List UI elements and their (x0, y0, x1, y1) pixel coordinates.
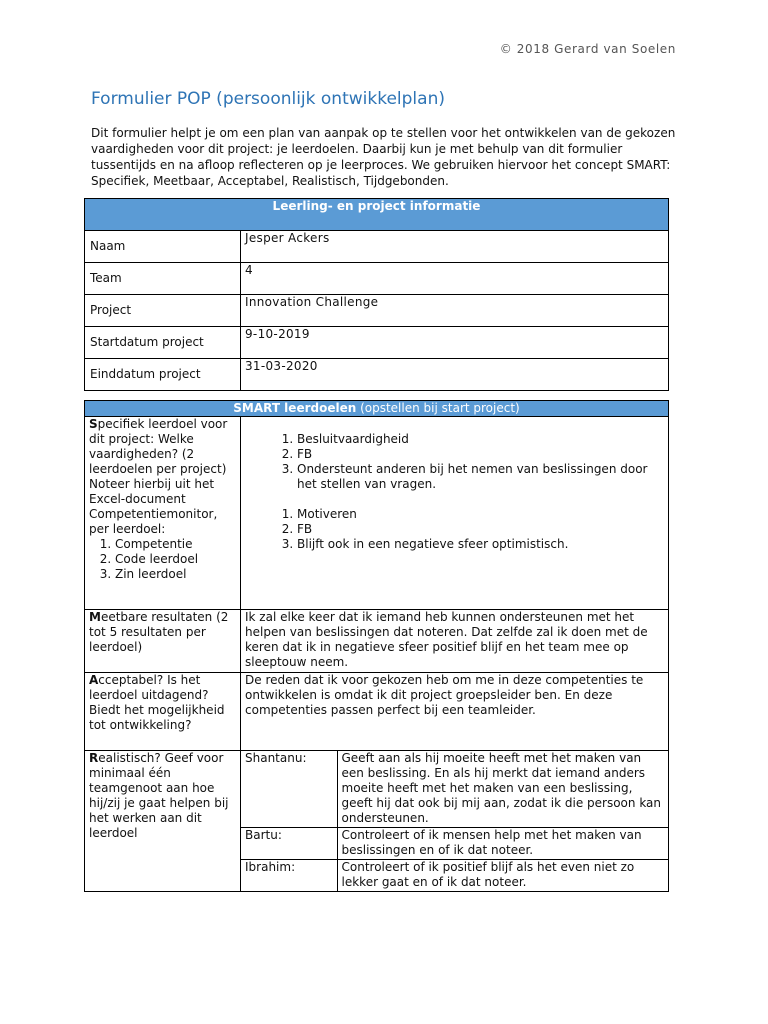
specifiek-label-text: pecifiek leerdoel voor dit project: Welke vaardigheden? (2 leerdoelen per project) Noteer hierbij uit het Excel-document Competentiemonitor, per leerdoel: (89, 417, 228, 536)
specifiek-row (85, 417, 669, 610)
table-row (85, 327, 669, 359)
acceptabel-value[interactable]: De reden dat ik voor gekozen heb om me in deze competenties te ontwikkelen is omdat ik dit project groepsleider ben. En deze competenties passen perfect bij een teamleider. (241, 673, 669, 751)
helper-text[interactable]: Controleert of ik mensen help met het maken van beslissingen en of ik dat noteer. (337, 828, 668, 860)
copyright-notice: © 2018 Gerard van Soelen (499, 42, 676, 56)
intro-paragraph: Dit formulier helpt je om een plan van aanpak op te stellen voor het ontwikkelen van de gekozen vaardigheden voor dit project: je leerdoelen. Daarbij kun je met behulp van dit formulier tussentijds en na afloop reflecteren op je leerproces. We gebruiken hiervoor het concept SMART: Specifiek, Meetbaar, Acceptabel, Realistisch, Tijdgebonden. (91, 126, 676, 188)
list-item: 2. Code leerdoel (115, 552, 236, 567)
helpers-table (241, 751, 668, 891)
realistisch-helpers-cell (241, 751, 669, 892)
meetbaar-label (85, 610, 241, 673)
specifiek-value[interactable] (241, 417, 669, 610)
name-field[interactable]: Jesper Ackers (241, 231, 669, 263)
list-item: 3. Zin leerdoel (115, 567, 236, 582)
project-label: Project (85, 295, 241, 327)
table-row (241, 828, 668, 860)
table-row (85, 231, 669, 263)
meetbaar-row (85, 610, 669, 673)
table-row (85, 263, 669, 295)
project-field[interactable]: Innovation Challenge (241, 295, 669, 327)
smart-table-heading (85, 401, 669, 417)
meetbaar-initial: M (89, 610, 101, 624)
helper-name: Bartu: (241, 828, 337, 860)
end-date-label: Einddatum project (85, 359, 241, 391)
meetbaar-label-text: eetbare resultaten (2 tot 5 resultaten per leerdoel) (89, 610, 229, 654)
list-item: 2. FB (297, 522, 664, 537)
goal-1-list (245, 432, 664, 492)
realistisch-row (85, 751, 669, 892)
smart-heading-bold: SMART leerdoelen (233, 401, 357, 415)
table-row (241, 860, 668, 892)
realistisch-initial: R (89, 751, 99, 765)
smart-heading-note: (opstellen bij start project) (356, 401, 520, 415)
acceptabel-label-text: cceptabel? Is het leerdoel uitdagend? Biedt het mogelijkheid tot ontwikkeling? (89, 673, 225, 732)
info-table (84, 198, 669, 391)
specifiek-initial: S (89, 417, 98, 431)
helper-text[interactable]: Controleert of ik positief blijf als het even niet zo lekker gaat en of ik dat noteer. (337, 860, 668, 892)
specifiek-label (85, 417, 241, 610)
info-table-heading: Leerling- en project informatie (85, 199, 669, 231)
start-date-field[interactable]: 9-10-2019 (241, 327, 669, 359)
table-row (85, 359, 669, 391)
start-date-label: Startdatum project (85, 327, 241, 359)
helper-name: Shantanu: (241, 751, 337, 828)
list-item: 3. Blijft ook in een negatieve sfeer optimistisch. (297, 537, 664, 552)
acceptabel-label (85, 673, 241, 751)
goal-2-list (245, 507, 664, 552)
team-label: Team (85, 263, 241, 295)
realistisch-label (85, 751, 241, 892)
list-item: 1. Competentie (115, 537, 236, 552)
table-row (85, 295, 669, 327)
specifiek-sub-list (89, 537, 236, 582)
list-item: 2. FB (297, 447, 664, 462)
list-item: 1. Motiveren (297, 507, 664, 522)
table-row (241, 751, 668, 828)
team-field[interactable]: 4 (241, 263, 669, 295)
meetbaar-value[interactable]: Ik zal elke keer dat ik iemand heb kunnen ondersteunen met het helpen van beslissingen dat noteren. Dat zelfde zal ik doen met de keren dat ik in negatieve sfeer positief blijf en het team mee op sleeptouw neem. (241, 610, 669, 673)
realistisch-label-text: ealistisch? Geef voor minimaal één teamgenoot aan hoe hij/zij je gaat helpen bij het werken aan dit leerdoel (89, 751, 229, 840)
acceptabel-initial: A (89, 673, 99, 687)
acceptabel-row (85, 673, 669, 751)
name-label: Naam (85, 231, 241, 263)
smart-table (84, 400, 669, 892)
end-date-field[interactable]: 31-03-2020 (241, 359, 669, 391)
list-item: 1. Besluitvaardigheid (297, 432, 664, 447)
list-item: 3. Ondersteunt anderen bij het nemen van beslissingen door het stellen van vragen. (297, 462, 664, 492)
helper-text[interactable]: Geeft aan als hij moeite heeft met het maken van een beslissing. En als hij merkt dat iemand anders moeite heeft met het maken van een beslissing, geeft hij dat ook bij mij aan, zodat ik die persoon kan ondersteunen. (337, 751, 668, 828)
helper-name: Ibrahim: (241, 860, 337, 892)
page-title: Formulier POP (persoonlijk ontwikkelplan) (91, 89, 445, 109)
